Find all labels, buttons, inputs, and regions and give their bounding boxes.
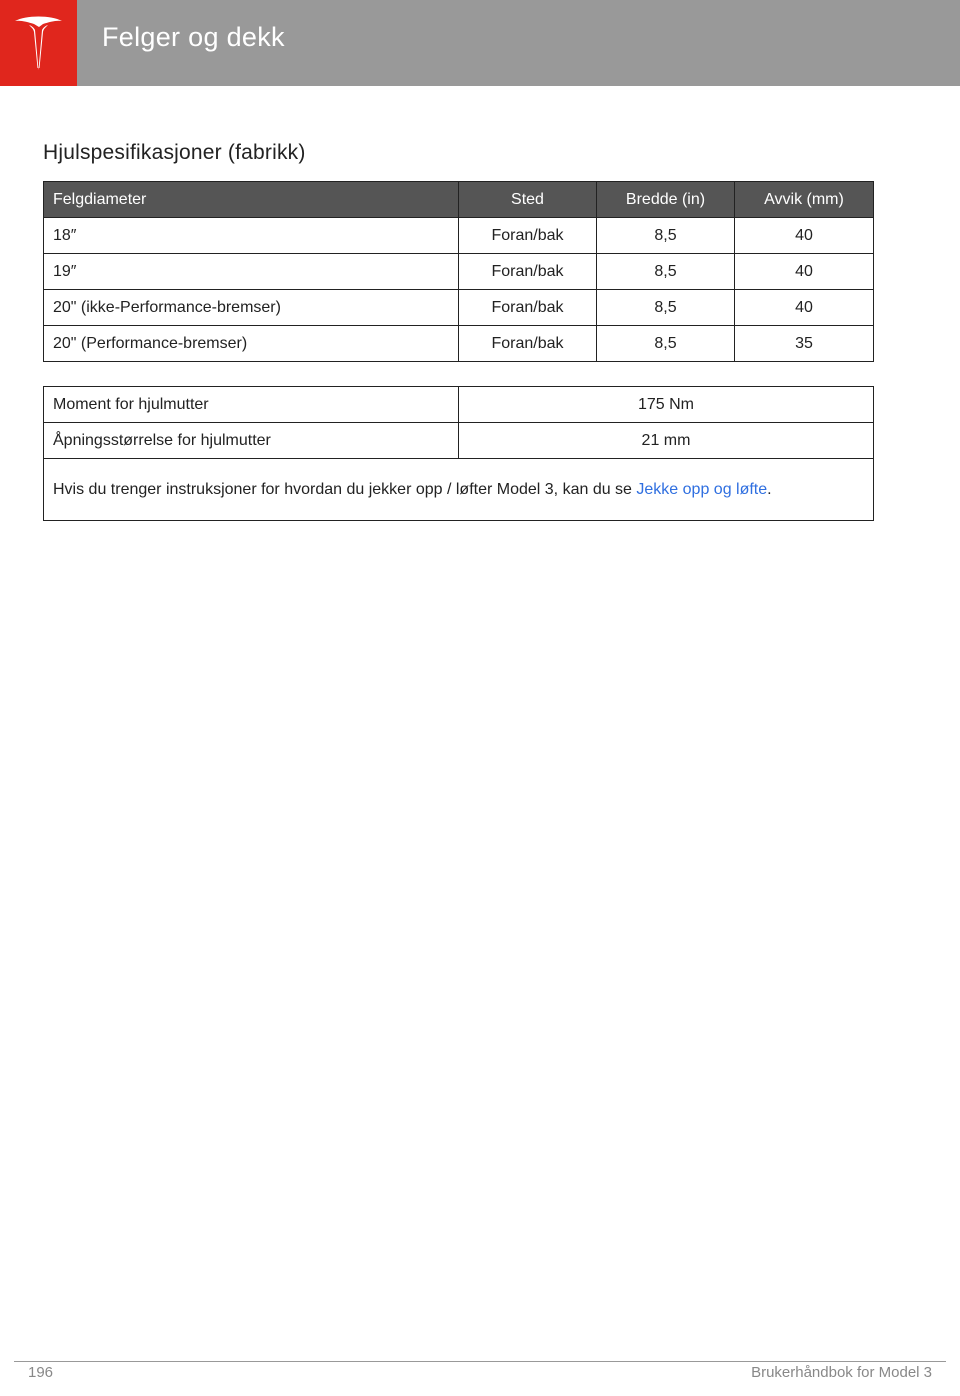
table-row: [44, 290, 874, 326]
column-header: Avvik (mm): [735, 182, 874, 218]
table-cell: Moment for hjulmutter: [44, 387, 459, 423]
table-cell: 18″: [44, 218, 459, 254]
page-header-title: Felger og dekk: [102, 22, 285, 52]
table-row: [44, 459, 874, 521]
table-cell: Foran/bak: [459, 254, 597, 290]
note-text: Hvis du trenger instruksjoner for hvordan du jekker opp / løfter Model 3, kan du se: [53, 480, 637, 498]
jacking-note: [44, 459, 874, 521]
table-row: [44, 423, 874, 459]
table-cell: 8,5: [597, 254, 735, 290]
tesla-logo-icon: [12, 14, 65, 70]
page-header: [0, 0, 960, 86]
column-header: Felgdiameter: [44, 182, 459, 218]
section-title: Hjulspesifikasjoner (fabrikk): [43, 141, 306, 164]
table-cell: Foran/bak: [459, 290, 597, 326]
table-header-row: [44, 182, 874, 218]
footer-divider: [14, 1361, 946, 1362]
lug-nut-table: [43, 386, 874, 521]
note-end: .: [767, 480, 772, 498]
table-row: [44, 326, 874, 362]
table-cell: 20" (Performance-bremser): [44, 326, 459, 362]
table-row: [44, 254, 874, 290]
table-cell: 40: [735, 218, 874, 254]
column-header: Bredde (in): [597, 182, 735, 218]
table-cell: 8,5: [597, 218, 735, 254]
table-row: [44, 387, 874, 423]
table-cell: 40: [735, 254, 874, 290]
table-cell: 21 mm: [459, 423, 874, 459]
table-cell: 35: [735, 326, 874, 362]
table-cell: 8,5: [597, 290, 735, 326]
table-cell: 40: [735, 290, 874, 326]
wheel-spec-table: [43, 181, 874, 362]
table-cell: 19″: [44, 254, 459, 290]
jacking-link[interactable]: Jekke opp og løfte: [636, 480, 768, 498]
table-cell: 8,5: [597, 326, 735, 362]
table-cell: 175 Nm: [459, 387, 874, 423]
manual-title: Brukerhåndbok for Model 3: [751, 1364, 932, 1381]
table-cell: 20" (ikke-Performance-bremser): [44, 290, 459, 326]
table-cell: Foran/bak: [459, 326, 597, 362]
page-number: 196: [28, 1364, 54, 1381]
table-cell: Foran/bak: [459, 218, 597, 254]
tesla-logo: [0, 0, 77, 86]
column-header: Sted: [459, 182, 597, 218]
table-row: [44, 218, 874, 254]
table-cell: Åpningsstørrelse for hjulmutter: [44, 423, 459, 459]
